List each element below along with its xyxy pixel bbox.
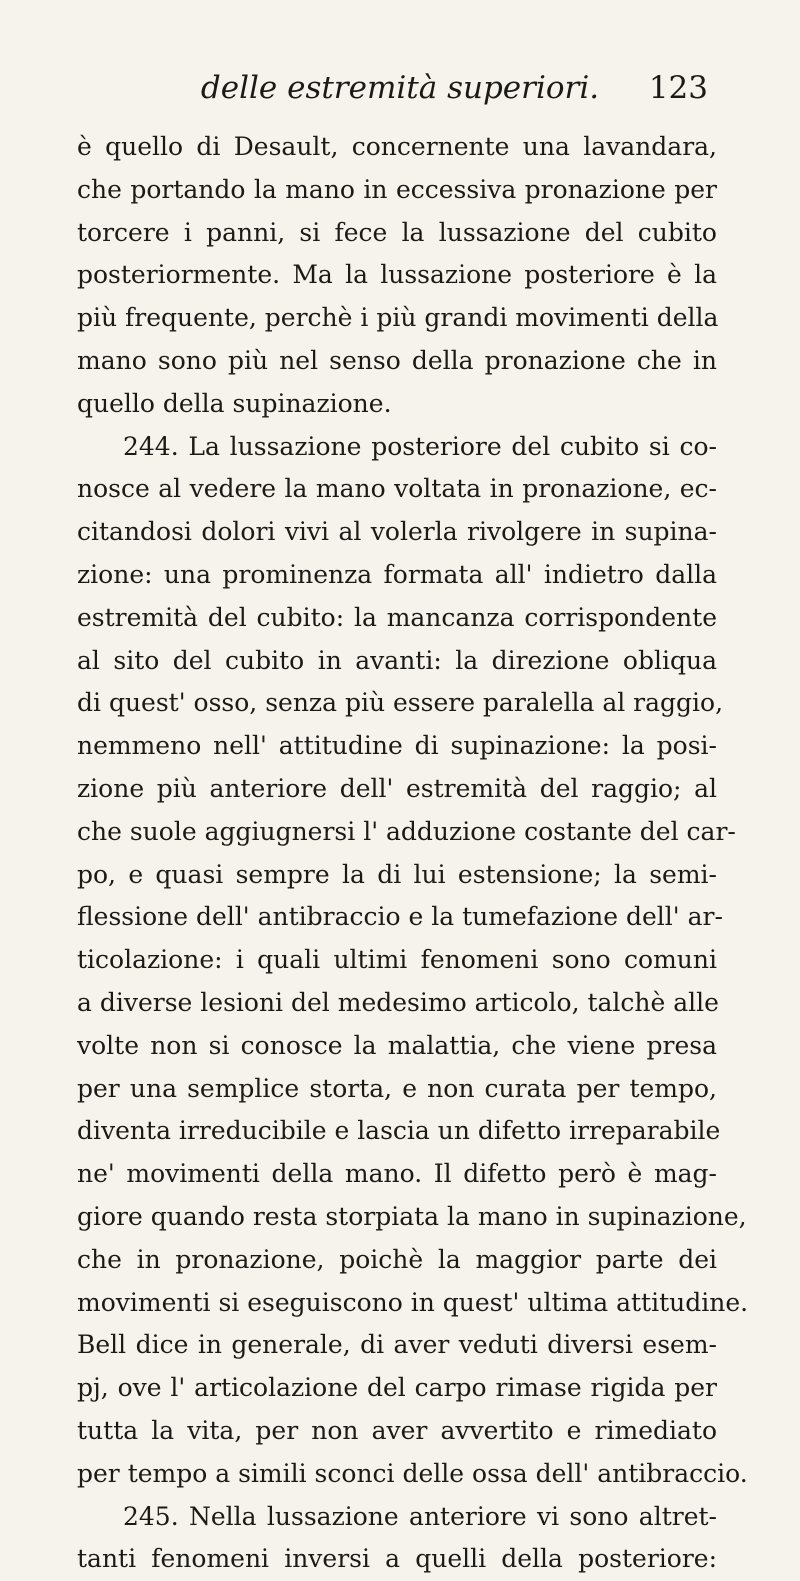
text-line: per una semplice storta, e non curata per tempo, <box>77 1073 717 1103</box>
page-number: 123 <box>648 70 708 106</box>
text-line: ne' movimenti della mano. Il difetto però è mag- <box>77 1159 717 1189</box>
text-line: ticolazione: i quali ultimi fenomeni sono comuni <box>77 945 717 975</box>
text-line: pj, ove l' articolazione del carpo rimase rigida per <box>77 1373 717 1403</box>
text-line: di quest' osso, senza più essere paralella al raggio, <box>77 688 724 718</box>
text-line: citandosi dolori vivi al volerla rivolgere in supina- <box>77 517 717 547</box>
text-line: flessione dell' antibraccio e la tumefazione dell' ar- <box>77 902 723 932</box>
text-line: zione: una prominenza formata all' indietro dalla <box>77 559 717 589</box>
text-line: al sito del cubito in avanti: la direzione obliqua <box>77 645 717 675</box>
text-line: po, e quasi sempre la di lui estensione; la semi- <box>77 859 717 889</box>
text-line: che portando la mano in eccessiva pronazione per <box>77 174 717 204</box>
text-line: estremità del cubito: la mancanza corrispondente <box>77 602 717 632</box>
text-line: che in pronazione, poichè la maggior parte dei <box>77 1244 717 1274</box>
text-line: che suole aggiugnersi l' adduzione costante del car- <box>77 816 736 846</box>
text-line: tanti fenomeni inversi a quelli della posteriore: <box>77 1544 717 1574</box>
text-line: Bell dice in generale, di aver veduti diversi esem- <box>77 1330 717 1360</box>
text-line: nemmeno nell' attitudine di supinazione: la posi- <box>77 731 717 761</box>
text-line: più frequente, perchè i più grandi movimenti della <box>77 303 719 333</box>
text-line: è quello di Desault, concernente una lavandara, <box>77 132 717 161</box>
text-line: giore quando resta storpiata la mano in supinazione, <box>77 1201 747 1231</box>
text-line: diventa irreducibile e lascia un difetto irreparabile <box>77 1116 721 1146</box>
text-body <box>77 126 749 1581</box>
text-line: per tempo a simili sconci delle ossa dell' antibraccio. <box>77 1458 748 1488</box>
paragraph-245-start: 245. Nella lussazione anteriore vi sono altret- <box>123 1501 717 1531</box>
text-line: tutta la vita, per non aver avvertito e rimediato <box>77 1415 717 1445</box>
text-line: volte non si conosce la malattia, che viene presa <box>77 1030 717 1060</box>
text-line: a diverse lesioni del medesimo articolo, talchè alle <box>77 987 719 1017</box>
text-line: nosce al vedere la mano voltata in pronazione, ec- <box>77 474 717 504</box>
running-head: delle estremità superiori. <box>200 70 600 106</box>
text-line: torcere i panni, si fece la lussazione del cubito <box>77 217 717 247</box>
paragraph-244-start: 244. La lussazione posteriore del cubito si co- <box>123 431 717 461</box>
page-header <box>0 70 800 120</box>
text-line: quello della supinazione. <box>77 388 392 418</box>
text-line: zione più anteriore dell' estremità del raggio; al <box>77 773 717 803</box>
text-line: mano sono più nel senso della pronazione che in <box>77 345 717 375</box>
text-line: posteriormente. Ma la lussazione posteriore è la <box>77 260 717 290</box>
text-line: movimenti si eseguiscono in quest' ultima attitudine. <box>77 1287 749 1317</box>
